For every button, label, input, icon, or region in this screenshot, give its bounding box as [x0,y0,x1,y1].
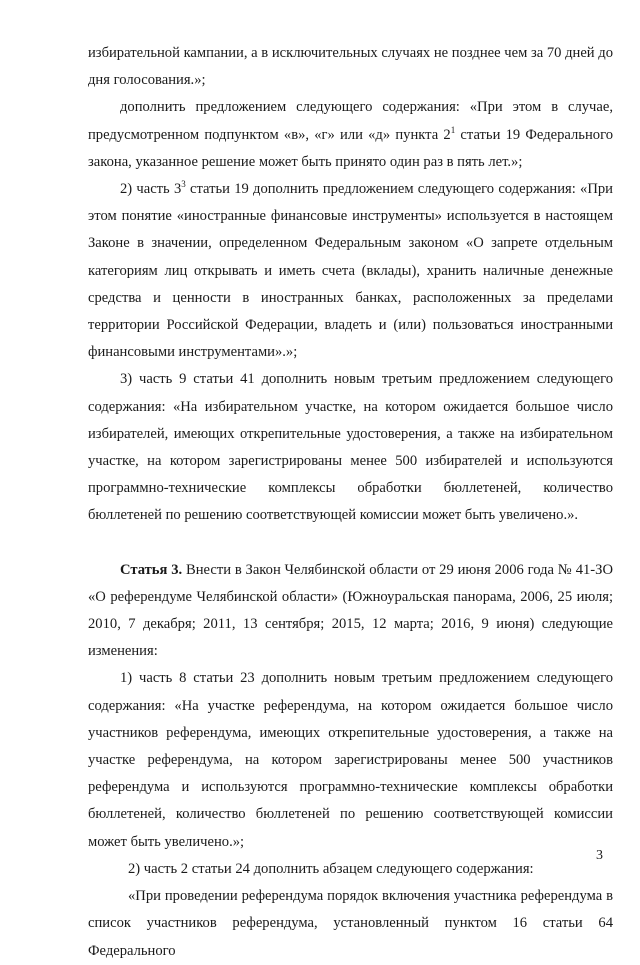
superscript: 1 [450,124,456,135]
paragraph-quote: «При проведении референдума порядок включения участника референдума в список участников референдума, установленный пунктом 16 статьи 64 Федерального [88,888,613,959]
paragraph-item-2 [88,176,613,366]
article-text: Внести в Закон Челябинской области от 29 июня 2006 года № 41-ЗО «О референдуме Челябинской области» (Южноуральская панорама, 2006, 25 июля; 2010, 7 декабря; 2011, 13 сентября; 2015, 12 марта; 2016, 9 июня) следующие изменения: [88,561,613,660]
paragraph-item-1: 1) часть 8 статьи 23 дополнить новым третьим предложением следующего содержания: «На участке референдума, на котором ожидается большое число участников референдума, имеющих открепительные удостоверения, а также на участке референдума, на котором зарегистрированы менее 500 участников референдума и используются программно-технические комплексы обработки бюллетеней, количество бюллетеней по решению соответствующей комиссии может быть увеличено.»; [88,670,613,850]
paragraph-text: 2) часть 3 [120,181,182,198]
page-number: 3 [596,848,603,863]
article-3-paragraph [88,557,613,666]
paragraph-amendment-supplement [88,94,613,176]
document-body [88,40,613,965]
paragraph-continuation: избирательной кампании, а в исключительных случаях не позднее чем за 70 дней до дня голосования.»; [88,45,613,89]
article-label: Статья 3. [120,561,183,578]
paragraph-gap [88,530,613,557]
paragraph-text: статьи 19 дополнить предложением следующего содержания: «При этом понятие «иностранные финансовые инструменты» используется в настоящем Законе в значении, определенном Федеральным законом «О запрете отдельным категориям лиц открывать и иметь счета (вклады), хранить наличные денежные средства и ценности в иностранных банках, расположенных за пределами территории Российской Федерации, владеть и (или) пользоваться иностранными финансовыми инструментами».»; [88,181,613,361]
paragraph-text: дополнить предложением следующего содержания: «При этом в случае, предусмотренном подпунктом «в», «г» или «д» пункта 2 [88,99,613,143]
superscript: 3 [181,179,186,190]
paragraph-text: статьи 19 Федерального закона, указанное решение может быть принято один раз в пять лет.»; [88,126,613,170]
paragraph-item-2-article-3: 2) часть 2 статьи 24 дополнить абзацем следующего содержания: [128,860,534,877]
paragraph-item-3: 3) часть 9 статьи 41 дополнить новым третьим предложением следующего содержания: «На избирательном участке, на котором ожидается большое число избирателей, имеющих открепительные удостоверения, а также на избирательном участке, на котором зарегистрированы менее 500 избирателей и используются программно-технические комплексы обработки бюллетеней, количество бюллетеней по решению соответствующей комиссии может быть увеличено.». [88,371,613,524]
